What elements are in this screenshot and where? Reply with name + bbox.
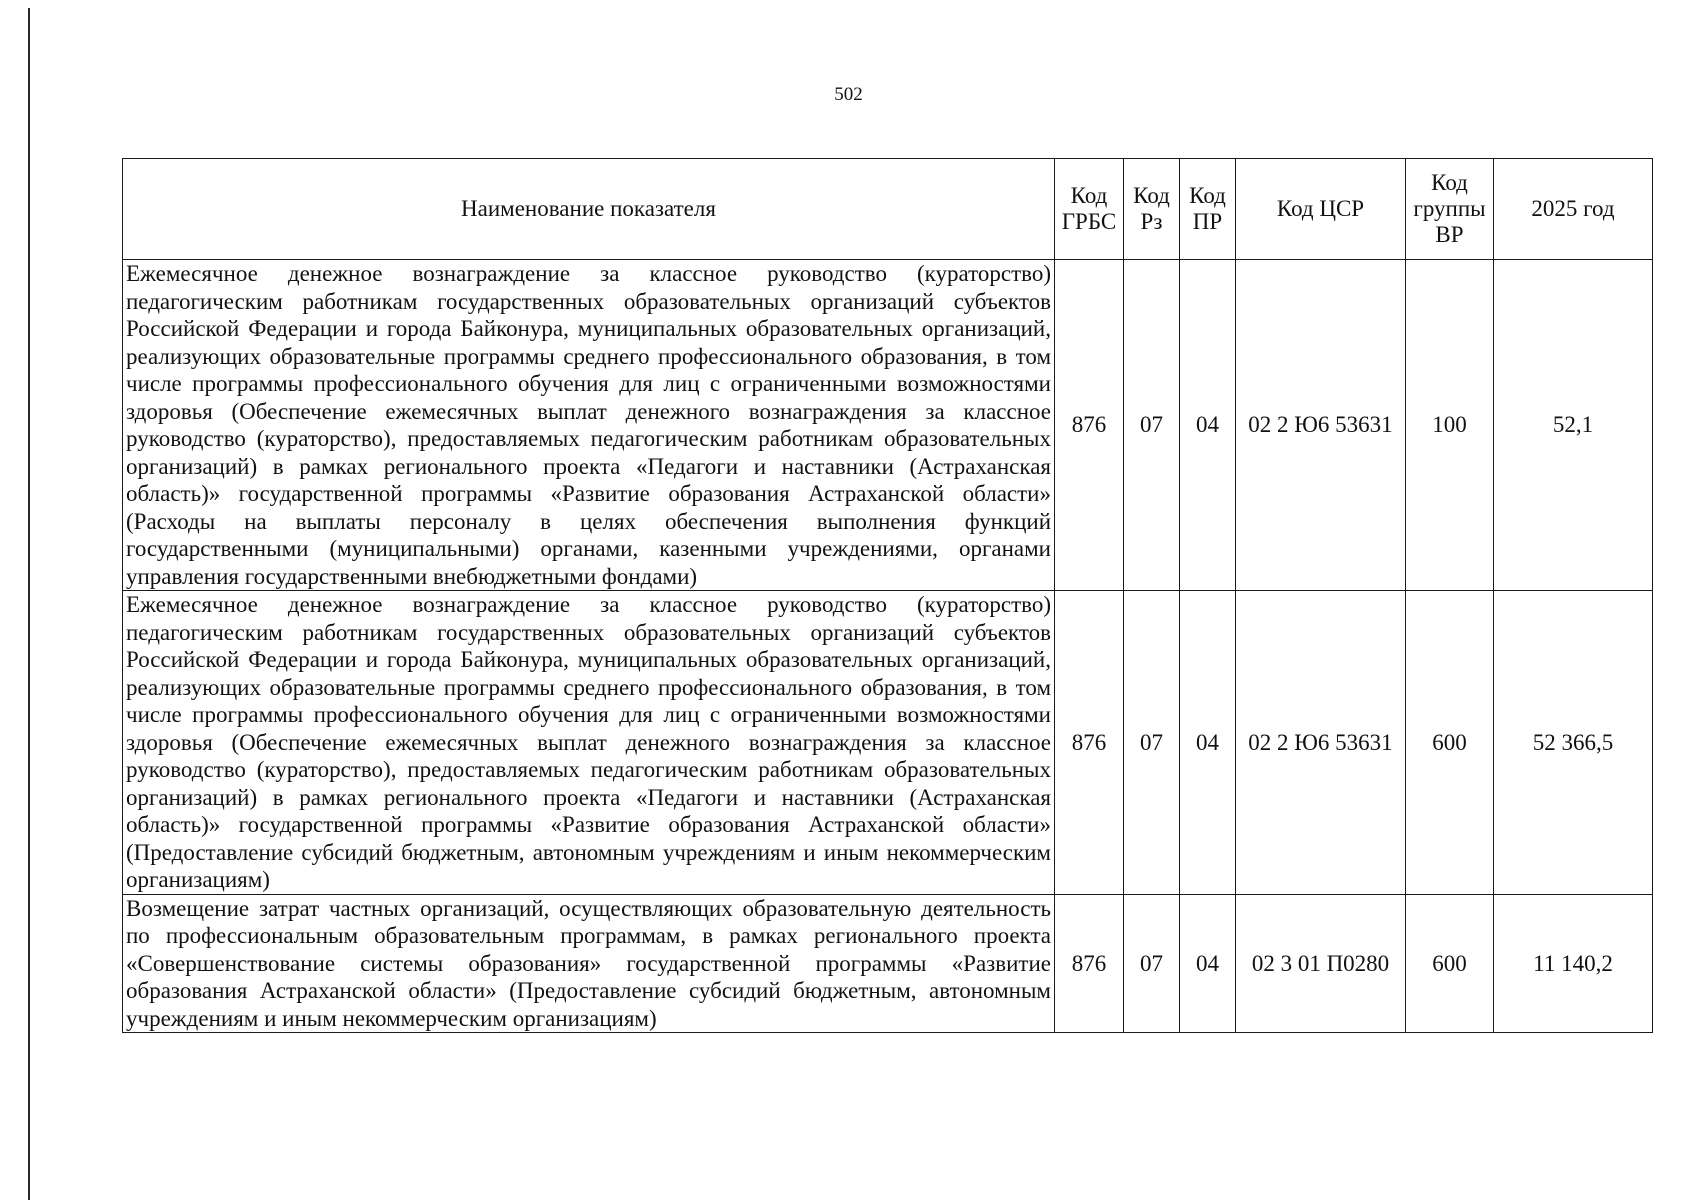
row-vr: 100 <box>1406 260 1494 591</box>
row-grbs: 876 <box>1055 591 1124 895</box>
row-csr: 02 3 01 П0280 <box>1236 894 1406 1033</box>
page-number: 502 <box>834 84 863 105</box>
row-grbs: 876 <box>1055 260 1124 591</box>
row-csr: 02 2 Ю6 53631 <box>1236 260 1406 591</box>
row-vr: 600 <box>1406 894 1494 1033</box>
header-year: 2025 год <box>1494 159 1653 260</box>
header-vr: Код группы ВР <box>1406 159 1494 260</box>
table-header-row <box>123 159 1653 260</box>
row-name: Ежемесячное денежное вознаграждение за классное руководство (кураторство) педагогическим работникам государственных образовательных организаций субъектов Российской Федерации и города Байконура, муниципальных образовательных организаций, реализующих образовательные программы среднего профессионального образования, в том числе программы профессионального обучения для лиц с ограниченными возможностями здоровья (Обеспечение ежемесячных выплат денежного вознаграждения за классное руководство (кураторство), предоставляемых педагогическим работникам образовательных организаций) в рамках регионального проекта «Педагоги и наставники (Астраханская область)» государственной программы «Развитие образования Астраханской области» (Предоставление субсидий бюджетным, автономным учреждениям и иным некоммерческим организациям) <box>123 591 1055 895</box>
row-rz: 07 <box>1124 260 1180 591</box>
row-rz: 07 <box>1124 894 1180 1033</box>
row-pr: 04 <box>1180 591 1236 895</box>
row-grbs: 876 <box>1055 894 1124 1033</box>
table-row <box>123 894 1653 1033</box>
page-binding-line <box>28 8 30 1200</box>
row-rz: 07 <box>1124 591 1180 895</box>
header-grbs: Код ГРБС <box>1055 159 1124 260</box>
header-csr: Код ЦСР <box>1236 159 1406 260</box>
row-amount: 52,1 <box>1494 260 1653 591</box>
row-name: Ежемесячное денежное вознаграждение за классное руководство (кураторство) педагогическим работникам государственных образовательных организаций субъектов Российской Федерации и города Байконура, муниципальных образовательных организаций, реализующих образовательные программы среднего профессионального образования, в том числе программы профессионального обучения для лиц с ограниченными возможностями здоровья (Обеспечение ежемесячных выплат денежного вознаграждения за классное руководство (кураторство), предоставляемых педагогическим работникам образовательных организаций) в рамках регионального проекта «Педагоги и наставники (Астраханская область)» государственной программы «Развитие образования Астраханской области» (Расходы на выплаты персоналу в целях обеспечения выполнения функций государственными (муниципальными) органами, казенными учреждениями, органами управления государственными внебюджетными фондами) <box>123 260 1055 591</box>
header-rz: Код Рз <box>1124 159 1180 260</box>
header-pr: Код ПР <box>1180 159 1236 260</box>
row-amount: 11 140,2 <box>1494 894 1653 1033</box>
table-row <box>123 591 1653 895</box>
row-name: Возмещение затрат частных организаций, осуществляющих образовательную деятельность по профессиональным образовательным программам, в рамках регионального проекта «Совершенствование системы образования» государственной программы «Развитие образования Астраханской области» (Предоставление субсидий бюджетным, автономным учреждениям и иным некоммерческим организациям) <box>123 894 1055 1033</box>
row-pr: 04 <box>1180 260 1236 591</box>
row-vr: 600 <box>1406 591 1494 895</box>
row-csr: 02 2 Ю6 53631 <box>1236 591 1406 895</box>
table-row <box>123 260 1653 591</box>
header-name: Наименование показателя <box>123 159 1055 260</box>
row-amount: 52 366,5 <box>1494 591 1653 895</box>
budget-table <box>122 158 1653 1033</box>
row-pr: 04 <box>1180 894 1236 1033</box>
